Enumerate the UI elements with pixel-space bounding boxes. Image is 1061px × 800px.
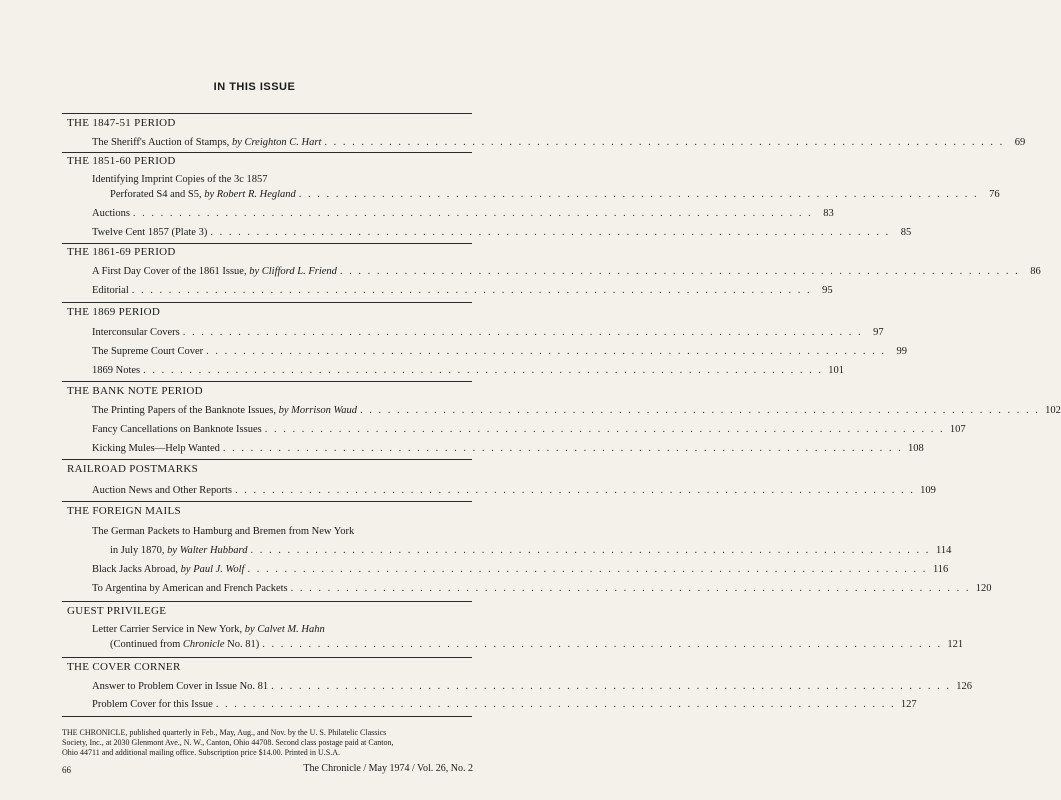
toc-entry-supreme-court[interactable] [92, 346, 907, 357]
leader-dots: . . . . . . . . . . . . . . . . . . . . . . . . . . . . . . . . . . . . . . . . . . . . . . . . . . . . . . . . . . . . . . . . . . . . . . . . . . [222, 443, 903, 454]
notice-line: THE CHRONICLE, published quarterly in Feb., May, Aug., and Nov. by the U. S. Philatelic Classics [62, 728, 387, 737]
toc-entry-editorial[interactable] [92, 285, 833, 296]
page-number: 95 [822, 285, 833, 296]
page-number: 76 [989, 189, 1000, 200]
toc-entry-kicking-mules[interactable] [92, 443, 924, 454]
leader-dots: . . . . . . . . . . . . . . . . . . . . . . . . . . . . . . . . . . . . . . . . . . . . . . . . . . . . . . . . . . . . . . . . . . . . . . . . . . [298, 189, 979, 200]
page-number: 126 [956, 681, 973, 692]
page-number: 102 [1045, 405, 1061, 416]
leader-dots: . . . . . . . . . . . . . . . . . . . . . . . . . . . . . . . . . . . . . . . . . . . . . . . . . . . . . . . . . . . . . . . . . . . . . . . . . . [234, 485, 915, 496]
leader-dots: . . . . . . . . . . . . . . . . . . . . . . . . . . . . . . . . . . . . . . . . . . . . . . . . . . . . . . . . . . . . . . . . . . . . . . . . . . [290, 583, 971, 594]
page-number: 116 [932, 564, 949, 575]
entry-title: Auction News and Other Reports [92, 485, 232, 496]
toc-entry-black-jacks[interactable] [92, 564, 949, 575]
page-heading: IN THIS ISSUE [213, 81, 296, 93]
page-number: 107 [949, 424, 966, 435]
section-title: THE 1869 PERIOD [67, 306, 161, 318]
section-rule [62, 113, 472, 114]
page-number: 86 [1030, 266, 1041, 277]
section-title: THE BANK NOTE PERIOD [67, 385, 203, 397]
entry-title: A First Day Cover of the 1861 Issue, by Clifford L. Friend [92, 266, 337, 277]
toc-entry-auctions[interactable] [92, 208, 834, 219]
section-rule [62, 302, 472, 303]
entry-title: Answer to Problem Cover in Issue No. 81 [92, 681, 269, 692]
section-rule [62, 716, 472, 717]
entry-title: Editorial [92, 285, 129, 296]
entry-title: Interconsular Covers [92, 327, 180, 338]
notice-line: Society, Inc., at 2030 Glenmont Ave., N. W., Canton, Ohio 44708. Second class postage paid at Canton, [62, 738, 394, 747]
entry-title: The Printing Papers of the Banknote Issues, by Morrison Waud [92, 405, 358, 416]
toc-entry-twelve-cent[interactable] [92, 227, 912, 238]
entry-title: Black Jacks Abroad, by Paul J. Wolf [92, 564, 245, 575]
page-number: 83 [823, 208, 834, 219]
section-rule [62, 601, 472, 602]
toc-entry-problem-cover[interactable] [92, 699, 917, 710]
toc-entry-fancy-cancellations[interactable] [92, 424, 966, 435]
section-title: THE 1851-60 PERIOD [67, 155, 176, 167]
publication-notice [62, 728, 474, 758]
toc-entry-sheriffs-auction[interactable] [92, 137, 1026, 148]
leader-dots: . . . . . . . . . . . . . . . . . . . . . . . . . . . . . . . . . . . . . . . . . . . . . . . . . . . . . . . . . . . . . . . . . . . . . . . . . . [143, 365, 823, 376]
leader-dots: . . . . . . . . . . . . . . . . . . . . . . . . . . . . . . . . . . . . . . . . . . . . . . . . . . . . . . . . . . . . . . . . . . . . . . . . . . [264, 424, 945, 435]
entry-title: in July 1870, by Walter Hubbard [110, 545, 248, 556]
section-title: THE COVER CORNER [67, 661, 181, 673]
leader-dots: . . . . . . . . . . . . . . . . . . . . . . . . . . . . . . . . . . . . . . . . . . . . . . . . . . . . . . . . . . . . . . . . . . . . . . . . . . [324, 137, 1005, 148]
entry-title: Perforated S4 and S5, by Robert R. Hegland [110, 189, 296, 200]
entry-title: The Sheriff's Auction of Stamps, by Creighton C. Hart [92, 137, 322, 148]
leader-dots: . . . . . . . . . . . . . . . . . . . . . . . . . . . . . . . . . . . . . . . . . . . . . . . . . . . . . . . . . . . . . . . . . . . . . . . . . . [182, 327, 863, 338]
leader-dots: . . . . . . . . . . . . . . . . . . . . . . . . . . . . . . . . . . . . . . . . . . . . . . . . . . . . . . . . . . . . . . . . . . . . . . . . . . [250, 545, 931, 556]
entry-title: 1869 Notes [92, 365, 141, 376]
leader-dots: . . . . . . . . . . . . . . . . . . . . . . . . . . . . . . . . . . . . . . . . . . . . . . . . . . . . . . . . . . . . . . . . . . . . . . . . . . [210, 227, 891, 238]
entry-title-line1: Identifying Imprint Copies of the 3c 1857 [92, 174, 268, 185]
section-title: THE 1861-69 PERIOD [67, 246, 176, 258]
page-number: 97 [873, 327, 884, 338]
entry-title: Auctions [92, 208, 130, 219]
section-rule [62, 501, 472, 502]
folio-page-number: 66 [62, 765, 71, 775]
section-title: THE 1847-51 PERIOD [67, 117, 176, 129]
section-rule [62, 243, 472, 244]
page-number: 127 [900, 699, 917, 710]
leader-dots: . . . . . . . . . . . . . . . . . . . . . . . . . . . . . . . . . . . . . . . . . . . . . . . . . . . . . . . . . . . . . . . . . . . . . . . . . . [360, 405, 1040, 416]
entry-title: To Argentina by American and French Packets [92, 583, 288, 594]
section-rule [62, 381, 472, 382]
toc-entry-letter-carrier[interactable] [110, 639, 964, 650]
page-number: 99 [896, 346, 907, 357]
toc-entry-printing-papers[interactable] [92, 405, 1061, 416]
toc-entry-german-packets[interactable] [110, 545, 952, 556]
entry-title: Fancy Cancellations on Banknote Issues [92, 424, 262, 435]
leader-dots: . . . . . . . . . . . . . . . . . . . . . . . . . . . . . . . . . . . . . . . . . . . . . . . . . . . . . . . . . . . . . . . . . . . . . . . . . . [262, 639, 943, 650]
leader-dots: . . . . . . . . . . . . . . . . . . . . . . . . . . . . . . . . . . . . . . . . . . . . . . . . . . . . . . . . . . . . . . . . . . . . . . . . . . [271, 681, 952, 692]
section-rule [62, 152, 472, 153]
issue-info: The Chronicle / May 1974 / Vol. 26, No. 2 [303, 763, 473, 774]
toc-entry-imprint-copies[interactable] [110, 189, 1000, 200]
entry-title: (Continued from Chronicle No. 81) [110, 639, 260, 650]
page-number: 120 [975, 583, 992, 594]
section-rule [62, 657, 472, 658]
leader-dots: . . . . . . . . . . . . . . . . . . . . . . . . . . . . . . . . . . . . . . . . . . . . . . . . . . . . . . . . . . . . . . . . . . . . . . . . . . [132, 208, 813, 219]
page-number: 108 [907, 443, 924, 454]
toc-entry-answer-problem-cover[interactable] [92, 681, 973, 692]
entry-title: Twelve Cent 1857 (Plate 3) [92, 227, 208, 238]
page-number: 121 [947, 639, 964, 650]
page-number: 69 [1014, 137, 1026, 148]
entry-title: Kicking Mules—Help Wanted [92, 443, 220, 454]
notice-line: Ohio 44711 and additional mailing office. Subscription price $14.00. Printed in U.S.A. [62, 748, 340, 757]
leader-dots: . . . . . . . . . . . . . . . . . . . . . . . . . . . . . . . . . . . . . . . . . . . . . . . . . . . . . . . . . . . . . . . . . . . . . . . . . . [215, 699, 896, 710]
entry-title: The Supreme Court Cover [92, 346, 204, 357]
toc-entry-1869-notes[interactable] [92, 365, 844, 376]
section-title: THE FOREIGN MAILS [67, 505, 181, 517]
toc-entry-interconsular[interactable] [92, 327, 884, 338]
entry-title-line1: Letter Carrier Service in New York, by Calvet M. Hahn [92, 624, 325, 635]
page-number: 109 [920, 485, 936, 496]
leader-dots: . . . . . . . . . . . . . . . . . . . . . . . . . . . . . . . . . . . . . . . . . . . . . . . . . . . . . . . . . . . . . . . . . . . . . . . . . . [339, 266, 1020, 277]
page-number: 85 [900, 227, 912, 238]
section-title: RAILROAD POSTMARKS [67, 463, 199, 475]
section-title: GUEST PRIVILEGE [67, 605, 167, 617]
page-number: 114 [935, 545, 952, 556]
toc-entry-first-day-cover[interactable] [92, 266, 1041, 277]
leader-dots: . . . . . . . . . . . . . . . . . . . . . . . . . . . . . . . . . . . . . . . . . . . . . . . . . . . . . . . . . . . . . . . . . . . . . . . . . . [131, 285, 812, 296]
leader-dots: . . . . . . . . . . . . . . . . . . . . . . . . . . . . . . . . . . . . . . . . . . . . . . . . . . . . . . . . . . . . . . . . . . . . . . . . . . [247, 564, 928, 575]
section-rule [62, 459, 472, 460]
entry-title: Problem Cover for this Issue [92, 699, 213, 710]
leader-dots: . . . . . . . . . . . . . . . . . . . . . . . . . . . . . . . . . . . . . . . . . . . . . . . . . . . . . . . . . . . . . . . . . . . . . . . . . . [206, 346, 886, 357]
toc-entry-auction-news[interactable] [92, 485, 936, 496]
entry-title-line1: The German Packets to Hamburg and Bremen from New York [92, 526, 355, 537]
page-number: 101 [828, 365, 844, 376]
toc-entry-argentina[interactable] [92, 583, 992, 594]
